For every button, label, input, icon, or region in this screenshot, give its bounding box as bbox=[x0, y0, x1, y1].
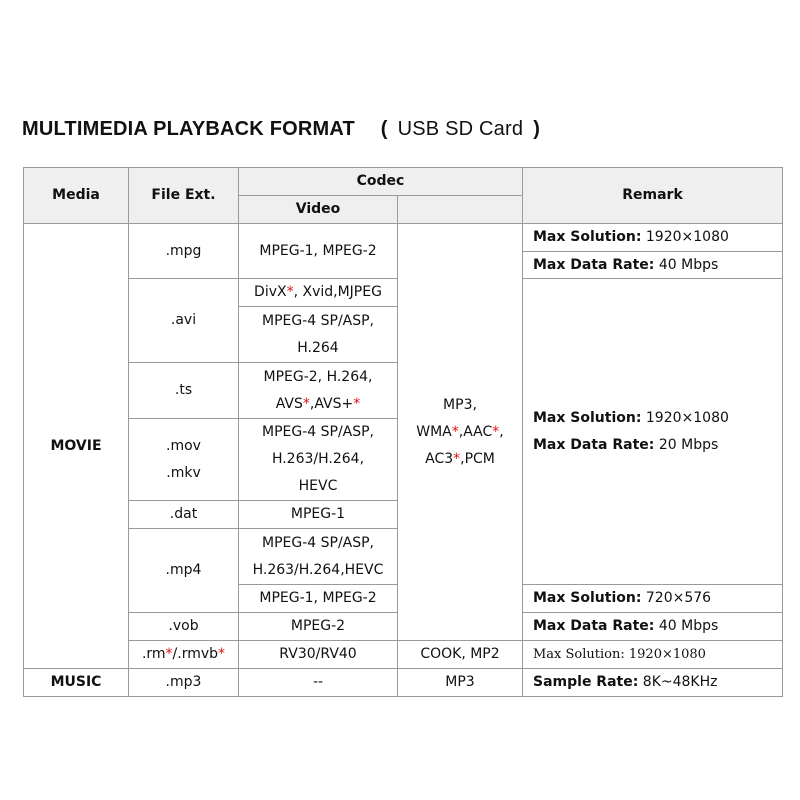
audio-rm: COOK, MP2 bbox=[398, 641, 523, 669]
ext-ts: .ts bbox=[129, 363, 239, 419]
ext-mov-mkv: .mov .mkv bbox=[129, 419, 239, 501]
header-codec: Codec bbox=[239, 168, 523, 196]
remark-rm: Max Solution: 1920×1080 bbox=[523, 641, 782, 669]
header-remark: Remark bbox=[523, 168, 782, 224]
audio-movie: MP3, WMA*,AAC*, AC3*,PCM bbox=[398, 224, 523, 641]
ext-mp3: .mp3 bbox=[129, 669, 239, 696]
video-dat: MPEG-1 bbox=[239, 501, 398, 529]
ext-mpg: .mpg bbox=[129, 224, 239, 279]
video-mp4-mpeg4: MPEG-4 SP/ASP, H.263/H.264,HEVC bbox=[239, 529, 398, 585]
header-video: Video bbox=[239, 196, 398, 224]
video-vob: MPEG-2 bbox=[239, 613, 398, 641]
ext-vob: .vob bbox=[129, 613, 239, 641]
video-ts: MPEG-2, H.264, AVS*,AVS+* bbox=[239, 363, 398, 419]
page-title bbox=[22, 118, 550, 141]
format-table bbox=[23, 167, 783, 697]
video-avi-divx: DivX*, Xvid,MJPEG bbox=[239, 279, 398, 307]
media-movie: MOVIE bbox=[24, 224, 129, 669]
remark-mpg-rate: Max Data Rate: 40 Mbps bbox=[523, 252, 782, 279]
video-mp3: -- bbox=[239, 669, 398, 696]
header-media: Media bbox=[24, 168, 129, 224]
title-main: MULTIMEDIA PLAYBACK FORMAT bbox=[22, 118, 355, 140]
title-source: ( USB SD Card ) bbox=[380, 118, 541, 140]
ext-rm-rmvb: .rm*/.rmvb* bbox=[129, 641, 239, 669]
ext-dat: .dat bbox=[129, 501, 239, 529]
remark-mp4-solution: Max Solution: 720×576 bbox=[523, 585, 782, 613]
remark-mpg-solution: Max Solution: 1920×1080 bbox=[523, 224, 782, 252]
remark-main: Max Solution: 1920×1080 Max Data Rate: 20 Mbps bbox=[523, 279, 782, 585]
remark-mp3: Sample Rate: 8K~48KHz bbox=[533, 674, 718, 690]
video-rm: RV30/RV40 bbox=[239, 641, 398, 669]
video-mov-mkv: MPEG-4 SP/ASP, H.263/H.264, HEVC bbox=[239, 419, 398, 501]
audio-mp3: MP3 bbox=[398, 669, 523, 696]
remark-vob-rate: Max Data Rate: 40 Mbps bbox=[523, 613, 782, 641]
header-audio bbox=[398, 196, 523, 224]
video-mp4-mpeg12: MPEG-1, MPEG-2 bbox=[239, 585, 398, 613]
video-mpg: MPEG-1, MPEG-2 bbox=[239, 224, 398, 279]
ext-mp4: .mp4 bbox=[129, 529, 239, 613]
header-file-ext: File Ext. bbox=[129, 168, 239, 224]
media-music: MUSIC bbox=[24, 669, 129, 696]
ext-avi: .avi bbox=[129, 279, 239, 363]
video-avi-mpeg4: MPEG-4 SP/ASP, H.264 bbox=[239, 307, 398, 363]
